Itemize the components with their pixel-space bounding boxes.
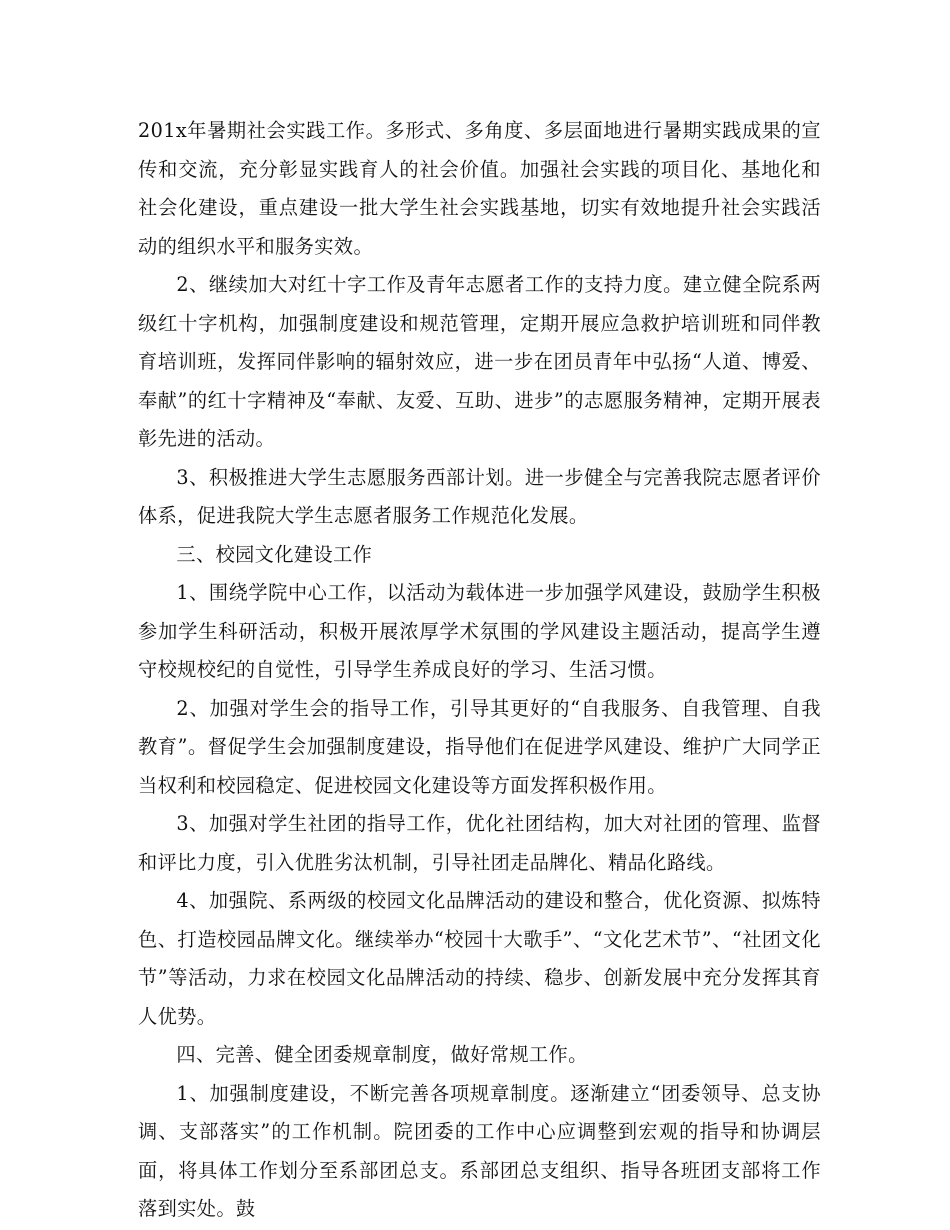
document-body bbox=[138, 112, 821, 1229]
section-heading-3: 三、校园文化建设工作 bbox=[176, 542, 373, 566]
section-heading-4: 四、完善、健全团委规章制度，做好常规工作。 bbox=[176, 1043, 588, 1066]
paragraph-2: 2、继续加大对红十字工作及青年志愿者工作的支持力度。建立健全院系两级红十字机构，加强制度建设和规范管理，定期开展应急救护培训班和同伴教育培训班，发挥同伴影响的辐射效应，进一步在团员青年中弘扬“人道、博爱、奉献”的红十字精神及“奉献、友爱、互助、进步”的志愿服务精神，定期开展表彰先进的活动。 bbox=[138, 273, 821, 450]
paragraph-6: 2、加强对学生会的指导工作，引导其更好的“自我服务、自我管理、自我教育”。督促学生会加强制度建设，指导他们在促进学风建设、维护广大同学正当权利和校园稳定、促进校园文化建设等方面发挥积极作用。 bbox=[138, 696, 821, 797]
paragraph-1: 201x年暑期社会实践工作。多形式、多角度、多层面地进行暑期实践成果的宣传和交流，充分彰显实践育人的社会价值。加强社会实践的项目化、基地化和社会化建设，重点建设一批大学生社会实践基地，切实有效地提升社会实践活动的组织水平和服务实效。 bbox=[138, 119, 821, 258]
paragraph-10: 1、加强制度建设，不断完善各项规章制度。逐渐建立“团委领导、总支协调、支部落实”的工作机制。院团委的工作中心应调整到宏观的指导和协调层面，将具体工作划分至系部团总支。系部团总支组织、指导各班团支部将工作落到实处。鼓 bbox=[138, 1081, 821, 1220]
paragraph-5: 1、围绕学院中心工作，以活动为载体进一步加强学风建设，鼓励学生积极参加学生科研活动，积极开展浓厚学术氛围的学风建设主题活动，提高学生遵守校规校纪的自觉性，引导学生养成良好的学习、生活习惯。 bbox=[138, 581, 821, 681]
paragraph-8: 4、加强院、系两级的校园文化品牌活动的建设和整合，优化资源、拟炼特色、打造校园品牌文化。继续举办“校园十大歌手”、“文化艺术节”、“社团文化节”等活动，力求在校园文化品牌活动的持续、稳步、创新发展中充分发挥其育人优势。 bbox=[138, 889, 821, 1028]
paragraph-7: 3、加强对学生社团的指导工作，优化社团结构，加大对社团的管理、监督和评比力度，引入优胜劣汰机制，引导社团走品牌化、精品化路线。 bbox=[138, 812, 821, 874]
paragraph-3: 3、积极推进大学生志愿服务西部计划。进一步健全与完善我院志愿者评价体系，促进我院大学生志愿者服务工作规范化发展。 bbox=[138, 465, 821, 527]
